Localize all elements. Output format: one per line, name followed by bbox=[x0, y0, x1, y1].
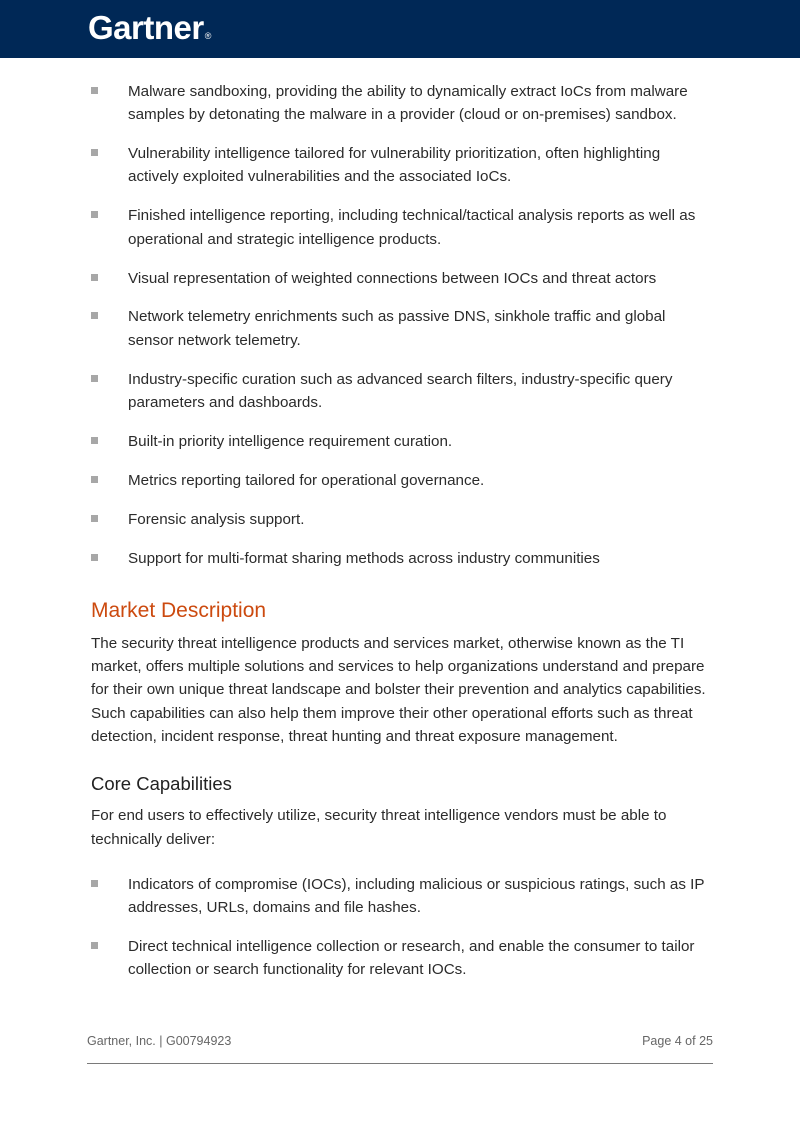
list-item: Malware sandboxing, providing the ability to dynamically extract IoCs from malware samples by detonating the malware in a provider (cloud or on-premises) sandbox. bbox=[91, 80, 713, 127]
bullet-square-icon bbox=[91, 437, 98, 444]
bullet-square-icon bbox=[91, 880, 98, 887]
bullet-square-icon bbox=[91, 375, 98, 382]
core-capabilities-heading: Core Capabilities bbox=[91, 773, 232, 795]
page-content bbox=[91, 80, 713, 997]
footer-page-number: Page 4 of 25 bbox=[642, 1034, 713, 1048]
footer-divider bbox=[87, 1063, 713, 1064]
bullet-square-icon bbox=[91, 476, 98, 483]
list-item: Metrics reporting tailored for operational governance. bbox=[91, 469, 713, 492]
bullet-square-icon bbox=[91, 554, 98, 561]
page-header bbox=[0, 0, 800, 58]
feature-list bbox=[91, 80, 713, 570]
list-item: Industry-specific curation such as advanced search filters, industry-specific query parameters and dashboards. bbox=[91, 368, 713, 415]
list-item: Direct technical intelligence collection or research, and enable the consumer to tailor collection or search functionality for relevant IOCs. bbox=[91, 935, 713, 982]
bullet-square-icon bbox=[91, 312, 98, 319]
bullet-square-icon bbox=[91, 87, 98, 94]
page-footer bbox=[87, 1033, 713, 1049]
bullet-square-icon bbox=[91, 515, 98, 522]
list-item: Vulnerability intelligence tailored for vulnerability prioritization, often highlighting actively exploited vulnerabilities and the associated IoCs. bbox=[91, 142, 713, 189]
market-description-heading: Market Description bbox=[91, 598, 267, 622]
list-item: Network telemetry enrichments such as passive DNS, sinkhole traffic and global sensor network telemetry. bbox=[91, 305, 713, 352]
bullet-square-icon bbox=[91, 149, 98, 156]
list-item: Built-in priority intelligence requirement curation. bbox=[91, 430, 713, 453]
list-item: Support for multi-format sharing methods across industry communities bbox=[91, 547, 713, 570]
list-item: Forensic analysis support. bbox=[91, 508, 713, 531]
market-description-body: The security threat intelligence products and services market, otherwise known as the TI market, offers multiple solutions and services to help organizations understand and prepare for their own unique threat landscape and bolster their prevention and analytics capabilities. Such capabilities can also help them improve their other operational efforts such as threat detection, incident response, threat hunting and threat exposure management. bbox=[91, 634, 706, 745]
core-capabilities-intro: For end users to effectively utilize, security threat intelligence vendors must be able to technically deliver: bbox=[91, 807, 667, 848]
list-item: Finished intelligence reporting, including technical/tactical analysis reports as well as operational and strategic intelligence products. bbox=[91, 204, 713, 251]
core-capabilities-list bbox=[91, 873, 713, 982]
list-item: Indicators of compromise (IOCs), including malicious or suspicious ratings, such as IP addresses, URLs, domains and file hashes. bbox=[91, 873, 713, 920]
list-item: Visual representation of weighted connections between IOCs and threat actors bbox=[91, 267, 713, 290]
bullet-square-icon bbox=[91, 211, 98, 218]
gartner-logo: Gartner® bbox=[88, 9, 211, 46]
bullet-square-icon bbox=[91, 942, 98, 949]
footer-document-id: Gartner, Inc. | G00794923 bbox=[87, 1034, 232, 1048]
bullet-square-icon bbox=[91, 274, 98, 281]
registered-mark: ® bbox=[204, 31, 211, 41]
